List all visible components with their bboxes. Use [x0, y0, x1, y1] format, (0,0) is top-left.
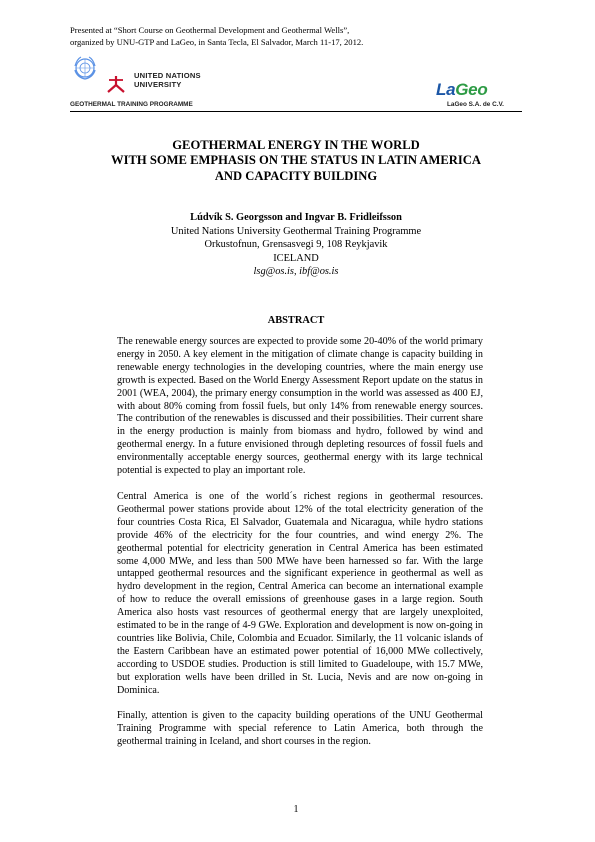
programme-label: GEOTHERMAL TRAINING PROGRAMME: [70, 101, 193, 108]
author-country: ICELAND: [273, 252, 319, 264]
paper-title-line-1: GEOTHERMAL ENERGY IN THE WORLD: [172, 138, 420, 152]
lageo-logo-part-1: La: [436, 80, 456, 99]
abstract-body: [117, 336, 483, 762]
unu-wordmark-line-2: UNIVERSITY: [134, 79, 182, 89]
unu-logo-icon: [105, 74, 127, 94]
lageo-logo-part-2: Geo: [455, 80, 488, 99]
author-address: Orkustofnun, Grensasvegi 9, 108 Reykjavik: [204, 239, 388, 251]
lageo-logo: [436, 80, 487, 100]
author-email: lsg@os.is, ibf@os.is: [253, 266, 339, 278]
paper-title-line-2: WITH SOME EMPHASIS ON THE STATUS IN LATIN AMERICA: [111, 153, 481, 168]
author-names: Lúdvík S. Georgsson and Ingvar B. Fridleifsson: [190, 212, 402, 223]
un-emblem-icon: [72, 55, 98, 81]
paper-title-line-3: AND CAPACITY BUILDING: [214, 168, 378, 183]
paper-title: [70, 138, 522, 184]
abstract-heading: ABSTRACT: [267, 315, 325, 326]
unu-wordmark-line-1: UNITED NATIONS: [134, 71, 201, 80]
abstract-paragraph-1: The renewable energy sources are expected to provide some 20-40% of the world primary energy in 2050. A key element in the mitigation of climate change is capacity building in renewable energy technologies in the developing countries, where the main energy use growth is expected. Based on the World Energy Assessment Report update on the status in 2001 (WEA, 2004), the primary energy consumption in the world was assessed as 400 EJ, with about 80% coming from fossil fuels, but only 14% from renewable energy sources. The contribution of the renewables is discussed and their possibilities. Their current share in the energy production is mainly from biomass and hydro, followed by wind and geothermal energy. In a future envisioned through depleting resources of fossil fuels and environmentally acceptable energy sources, geothermal energy with its large technical potential is expected to play an important role.: [117, 336, 483, 477]
abstract-paragraph-3: Finally, attention is given to the capacity building operations of the UNU Geothermal Training Programme with special reference to Latin America, both through the geothermal training in Iceland, and short courses in the region.: [117, 710, 483, 748]
presented-at-line-1: Presented at “Short Course on Geothermal Development and Geothermal Wells”,: [70, 25, 350, 35]
author-block: [70, 211, 522, 279]
author-affiliation: United Nations University Geothermal Training Programme: [170, 225, 422, 237]
lageo-label: LaGeo S.A. de C.V.: [447, 101, 504, 108]
presented-at-line-2: organized by UNU-GTP and LaGeo, in Santa Tecla, El Salvador, March 11-17, 2012.: [70, 36, 364, 47]
presented-at-note: [70, 25, 530, 48]
header-divider: [70, 111, 522, 112]
abstract-paragraph-2: Central America is one of the world´s richest regions in geothermal resources. Geothermal power stations provide about 12% of the total electricity generation of the four countries Costa Rica, El Salvador, Guatemala and Nicaragua, while hydro stations provide 46% of the electricity for the four countries, and wind energy 2%. The geothermal potential for electricity generation in Central America has been estimated some 4,000 MWe, and less than 500 MWe have been harnessed so far. With the large untapped geothermal resources and the significant experience in geothermal as well as hydro development in the region, Central America can become an international example of how to reduce the overall emissions of greenhouse gases in a large region. South America also hosts vast resources of geothermal energy that are largely unexploited, estimated to be in the range of 4-9 GWe. Exploration and development is now on-going in countries like Bolivia, Chile, Colombia and Ecuador. Similarly, the 11 volcanic islands of the Eastern Caribbean have an estimated power potential of 16,000 MWe collectively, according to USDOE studies. Production is still limited to Guadeloupe, with 15.7 MWe, but exploration wells have been drilled in St. Lucia, Nevis and are now on-going in Dominica.: [117, 490, 483, 696]
page-number: 1: [293, 804, 299, 815]
unu-wordmark: [134, 72, 201, 89]
